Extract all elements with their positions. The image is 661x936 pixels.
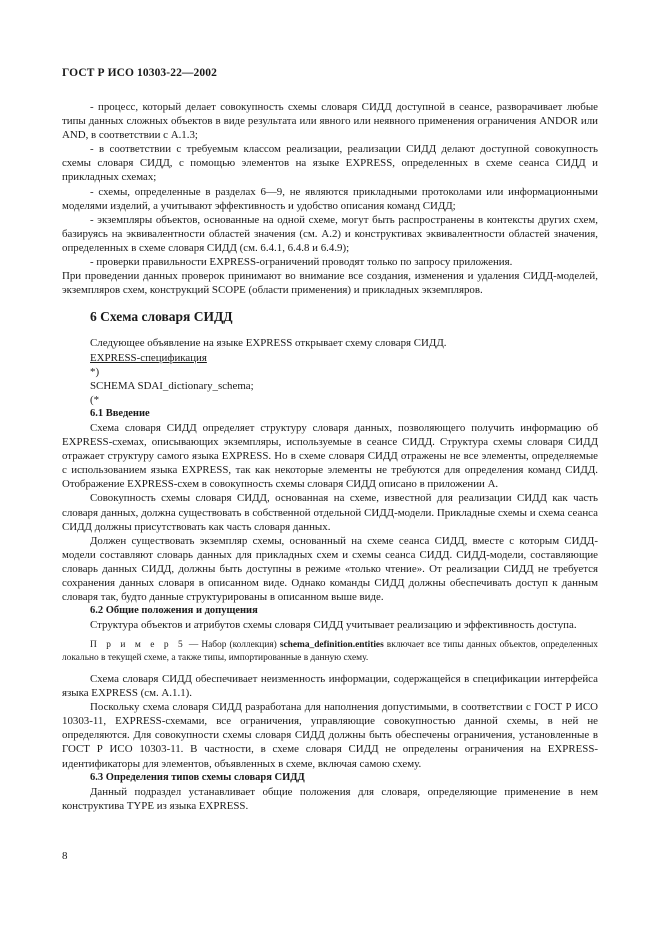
- paragraph: Структура объектов и атрибутов схемы словаря СИДД учитывает реализацию и эффективность доступа.: [90, 619, 577, 632]
- paragraph: Должен существовать экземпляр схемы, основанный на схеме сеанса СИДД, вместе с которым СИДД-модели составляют словарь данных для прикладных схем и схемы сеанса СИДД. СИДД-модели, составляющие словарь данных СИДД, должны быть доступны в режиме «только чтение». От реализации СИДД не требуется сохранения данных словаря в описанном виде. Однако команды СИДД должны обеспечивать доступ к данным словаря так, будто данные структурированы в описанном выше виде.: [62, 534, 598, 604]
- example-note: [62, 639, 598, 665]
- example-label: П р и м е р 5: [90, 640, 186, 651]
- code-open: *): [90, 365, 100, 378]
- example-term: schema_definition.entities: [279, 640, 384, 651]
- page-number: 8: [62, 850, 68, 862]
- standard-header: ГОСТ Р ИСО 10303-22—2002: [62, 67, 217, 79]
- example-pre: — Набор (коллекция): [185, 640, 280, 651]
- paragraph: Совокупность схемы словаря СИДД, основанная на схеме, известной для реализации СИДД как часть словаря данных, должна существовать в собственной отдельной СИДД-модели. Прикладные схемы и схема сеанса СИДД должны присутствовать как часть словаря данных.: [62, 492, 598, 533]
- list-item: - процесс, который делает совокупность схемы словаря СИДД доступной в сеансе, разворачивает любые типы данных сложных объектов в виде результата или явного или неявного применения ограничения ANDOR или AND, в соответствии с А.1.3;: [62, 101, 598, 142]
- list-item: - проверки правильности EXPRESS-ограничений проводят только по запросу приложения.: [90, 256, 513, 269]
- code-close: (*: [90, 393, 100, 406]
- example-post: включает все типы данных объектов, определенных локально в текущей схеме, а также типы, импортированные в данную схему.: [62, 640, 598, 664]
- section-6-3-heading: 6.3 Определения типов схемы словаря СИДД: [90, 771, 305, 783]
- paragraph: Схема словаря СИДД обеспечивает неизменность информации, содержащейся в спецификации интерфейса языка EXPRESS (см. А.1.1).: [62, 672, 598, 700]
- page-body: [62, 100, 598, 813]
- paragraph: Данный подраздел устанавливает общие положения для словаря, определяющие применение в нем конструктива TYPE из языка EXPRESS.: [62, 785, 598, 812]
- paragraph: Схема словаря СИДД определяет структуру словаря данных, позволяющего получить информацию об EXPRESS-схемах, описывающих экземпляры, используемые в сеансе СИДД. Структура схемы словаря СИДД отражает структуру самого языка EXPRESS. Но в схеме словаря СИДД отражены не все элементы, определяемые с использованием языка EXPRESS, так как некоторые элементы не требуются для определения команд СИДД. Отображение EXPRESS-схем в совокупность схемы словаря СИДД описано в приложении А.: [62, 421, 598, 491]
- section-6-heading: 6 Схема словаря СИДД: [90, 309, 233, 325]
- express-spec-label: EXPRESS-спецификация: [90, 351, 207, 364]
- section-6-2-heading: 6.2 Общие положения и допущения: [90, 605, 258, 617]
- paragraph: Поскольку схема словаря СИДД разработана для наполнения допустимыми, в соответствии с ГОСТ Р ИСО 10303-11, EXPRESS-схемами, все ограничения, управляющие совокупностью данной схемы, в ней не определяются. Для совокупности схемы словаря СИДД должны быть обеспечены ограничения, установленные в ГОСТ Р ИСО 10303-11. В частности, в схеме словаря СИДД не определены ограничения на EXPRESS-идентификаторы для элементов, объявленных в схеме, включая самою схему.: [62, 701, 598, 770]
- section-6-intro: Следующее объявление на языке EXPRESS открывает схему словаря СИДД.: [90, 337, 447, 350]
- list-item: - экземпляры объектов, основанные на одной схеме, могут быть распространены в контексты других схем, базируясь на эквивалентности областей значения (см. А.2) и конструктивах эквивалентности областей значения, определенных в схеме словаря СИДД (см. 6.4.1, 6.4.8 и 6.4.9);: [62, 213, 598, 254]
- section-6-1-heading: 6.1 Введение: [90, 407, 150, 419]
- list-item: - схемы, определенные в разделах 6—9, не являются прикладными протоколами или информационными моделями изделий, а учитывают эффективность и удобство описания команд СИДД;: [62, 185, 598, 212]
- list-item: - в соответствии с требуемым классом реализации, реализации СИДД делают доступной совокупность схемы словаря СИДД, с помощью элементов на языке EXPRESS, определенных в схеме сеанса СИДД и прикладных схемах;: [62, 143, 598, 184]
- code-schema-line: SCHEMA SDAI_dictionary_schema;: [90, 379, 254, 392]
- checks-paragraph: При проведении данных проверок принимают во внимание все создания, изменения и удаления СИДД-моделей, экземпляров схем, конструкций SCOPE (области применения) и прикладных экземпляров.: [62, 270, 598, 297]
